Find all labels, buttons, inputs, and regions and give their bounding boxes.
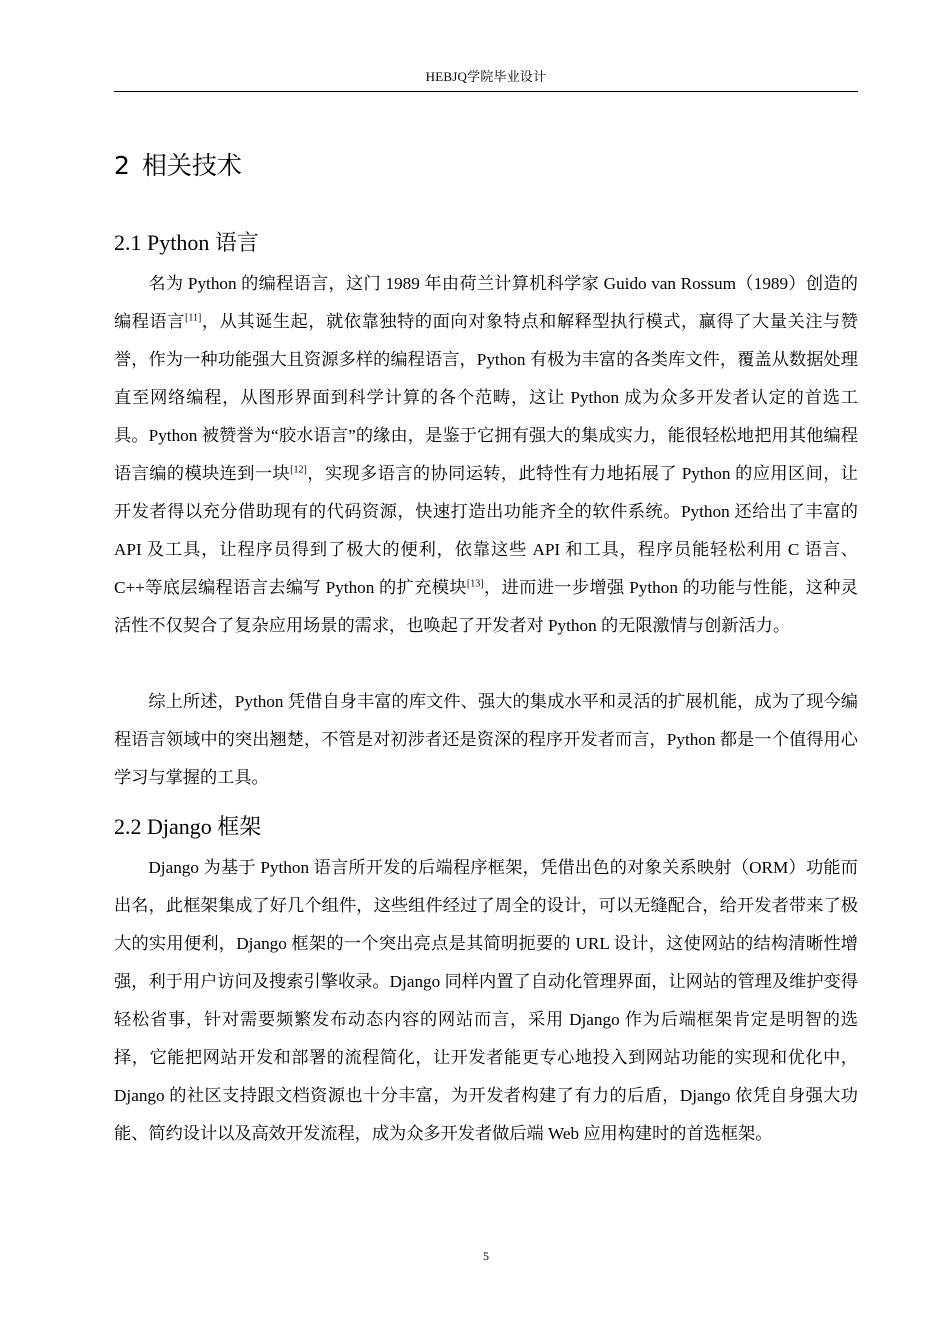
paragraph (114, 683, 858, 797)
section-title-python: 2.1 Python 语言 (114, 230, 259, 255)
paragraph (114, 849, 858, 1153)
paragraph (114, 265, 858, 645)
chapter-title (114, 146, 242, 182)
paragraph-text: 综上所述，Python 凭借自身丰富的库文件、强大的集成水平和灵活的扩展机能，成为了现今编程语言领域中的突出翘楚，不管是对初涉者还是资深的程序开发者而言，Python 都是一个值得用心学习与掌握的工具。 (114, 692, 858, 787)
citation-ref: [12] (290, 464, 307, 476)
paragraph-text: ，进而进一步增强 Python 的功能与性能，这种灵活性不仅契合了复杂应用场景的需求，也唤起了开发者对 Python 的无限激情与创新活力。 (114, 578, 858, 635)
chapter-title-text: 相关技术 (141, 151, 242, 180)
paragraph-text: 名为 Python 的编程语言，这门 1989 年由荷兰计算机科学家 Guido van Rossum（1989）创造的编程语言 (114, 274, 858, 331)
paragraph-text: ，实现多语言的协同运转，此特性有力地拓展了 Python 的应用区间，让开发者得以充分借助现有的代码资源，快速打造出功能齐全的软件系统。Python 还给出了丰富的 API 及工具，让程序员得到了极大的便利，依靠这些 API 和工具，程序员能轻松利用 C 语言、C++等底层编程语言去编写 Python 的扩充模块 (114, 464, 858, 597)
paragraph-text: ，从其诞生起，就依靠独特的面向对象特点和解释型执行模式，赢得了大量关注与赞誉，作为一种功能强大且资源多样的编程语言，Python 有极为丰富的各类库文件，覆盖从数据处理直至网络编程，从图形界面到科学计算的各个范畴，这让 Python 成为众多开发者认定的首选工具。Python 被赞誉为“胶水语言”的缘由，是鉴于它拥有强大的集成实力，能很轻松地把用其他编程语言编的模块连到一块 (114, 312, 858, 483)
header-rule (114, 91, 858, 92)
running-header: HEBJQ学院毕业设计 (425, 69, 547, 84)
citation-ref: [13] (466, 578, 484, 590)
citation-ref: [11] (185, 312, 202, 324)
page-number: 5 (483, 1249, 489, 1263)
section-title-django: 2.2 Django 框架 (114, 814, 262, 839)
chapter-number: 2 (114, 151, 130, 180)
paragraph-text: Django 为基于 Python 语言所开发的后端程序框架，凭借出色的对象关系映射（ORM）功能而出名，此框架集成了好几个组件，这些组件经过了周全的设计，可以无缝配合，给开发者带来了极大的实用便利，Django 框架的一个突出亮点是其简明扼要的 URL 设计，这使网站的结构清晰性增强，利于用户访问及搜索引擎收录。Django 同样内置了自动化管理界面，让网站的管理及维护变得轻松省事，针对需要频繁发布动态内容的网站而言，采用 Django 作为后端框架肯定是明智的选择，它能把网站开发和部署的流程简化，让开发者能更专心地投入到网站功能的实现和优化中，Django 的社区支持跟文档资源也十分丰富，为开发者构建了有力的后盾，Django 依凭自身强大功能、简约设计以及高效开发流程，成为众多开发者做后端 Web 应用构建时的首选框架。 (114, 858, 858, 1143)
